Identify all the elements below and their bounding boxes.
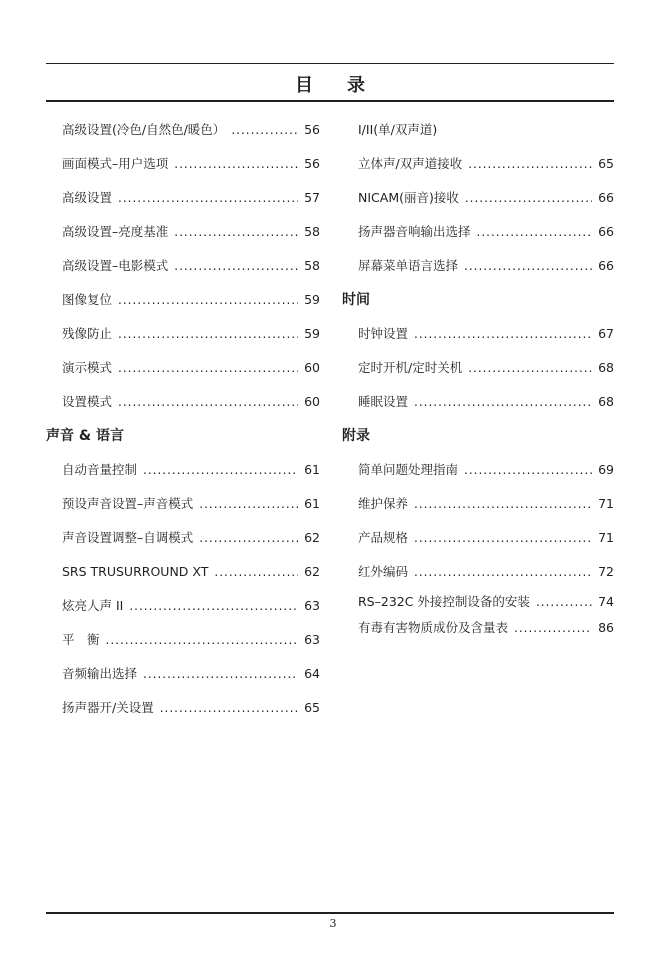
leader-dots [199, 521, 298, 555]
toc-entry-label: I/II(单/双声道) [358, 122, 438, 137]
leader-dots [174, 147, 298, 181]
title-char-2: 录 [347, 75, 365, 96]
toc-entry-label: 音频输出选择 [62, 666, 138, 681]
toc-entry-label: 残像防止 [62, 326, 113, 341]
toc-entry-page: 71 [598, 496, 614, 511]
toc-entry[interactable] [342, 181, 614, 215]
toc-entry-page: 58 [304, 224, 320, 239]
toc-entry[interactable] [342, 317, 614, 351]
leader-dots [129, 589, 298, 623]
toc-entry-label: 睡眠设置 [358, 394, 409, 409]
toc-entry-page: 65 [304, 700, 320, 715]
toc-entry-label: 简单问题处理指南 [358, 462, 459, 477]
toc-entry-label: 时钟设置 [358, 326, 409, 341]
page-title [46, 70, 614, 98]
toc-entry-page: 62 [304, 530, 320, 545]
toc-entry-page: 69 [598, 462, 614, 477]
toc-entry[interactable] [46, 691, 320, 725]
leader-dots [468, 147, 592, 181]
toc-entry-page: 68 [598, 360, 614, 375]
toc-entry[interactable] [46, 147, 320, 181]
toc-entry-page: 56 [304, 122, 320, 137]
leader-dots [414, 385, 592, 419]
toc-entry-label: 炫亮人声 II [62, 598, 124, 613]
toc-entry-page: 63 [304, 598, 320, 613]
toc-entry-label: 图像复位 [62, 292, 113, 307]
toc-entry-label: 扬声器开/关设置 [62, 700, 154, 715]
title-underline [46, 100, 614, 102]
toc-entry-page: 64 [304, 666, 320, 681]
toc-entry-label: 预设声音设置–声音模式 [62, 496, 194, 511]
toc-entry[interactable] [46, 113, 320, 147]
leader-dots [118, 317, 298, 351]
toc-entry-label: 产品规格 [358, 530, 409, 545]
leader-dots [468, 351, 592, 385]
leader-dots [464, 249, 592, 283]
leader-dots [118, 351, 298, 385]
toc-entry[interactable] [46, 487, 320, 521]
toc-entry-label: 高级设置–亮度基准 [62, 224, 169, 239]
toc-entry-label: SRS TRUSURROUND XT [62, 564, 209, 579]
toc-entry[interactable] [342, 521, 614, 555]
leader-dots [231, 113, 298, 147]
leader-dots [143, 657, 298, 691]
toc-entry-label: RS–232C 外接控制设备的安装 [358, 594, 530, 609]
toc-entry-page: 66 [598, 190, 614, 205]
toc-entry[interactable] [342, 147, 614, 181]
toc-entry[interactable] [342, 113, 614, 147]
leader-dots [536, 589, 592, 615]
toc-entry[interactable] [46, 623, 320, 657]
toc-entry-label: 立体声/双声道接收 [358, 156, 463, 171]
toc-entry[interactable] [342, 615, 614, 641]
leader-dots [414, 487, 592, 521]
toc-entry[interactable] [342, 215, 614, 249]
leader-dots [414, 555, 592, 589]
toc-entry-page: 59 [304, 326, 320, 341]
toc-entry-page: 61 [304, 462, 320, 477]
toc-entry[interactable] [46, 249, 320, 283]
toc-entry-label: 高级设置(冷色/自然色/暖色） [62, 122, 226, 137]
toc-entry-page: 86 [598, 620, 614, 635]
toc-entry[interactable] [342, 555, 614, 589]
toc-entry-page: 71 [598, 530, 614, 545]
toc-entry-page: 61 [304, 496, 320, 511]
toc-entry-label: 维护保养 [358, 496, 409, 511]
leader-dots [160, 691, 298, 725]
toc-entry-page: 58 [304, 258, 320, 273]
toc-entry-label: 自动音量控制 [62, 462, 138, 477]
leader-dots [477, 215, 592, 249]
toc-entry-label: 画面模式–用户选项 [62, 156, 169, 171]
toc-entry-page: 59 [304, 292, 320, 307]
toc-entry[interactable] [342, 589, 614, 615]
leader-dots [414, 317, 592, 351]
toc-left-column [46, 113, 320, 725]
toc-entry[interactable] [46, 283, 320, 317]
toc-entry-page: 67 [598, 326, 614, 341]
toc-entry-label: 屏幕菜单语言选择 [358, 258, 459, 273]
toc-entry[interactable] [46, 351, 320, 385]
toc-entry-page: 60 [304, 394, 320, 409]
leader-dots [118, 181, 298, 215]
toc-entry-label: 红外编码 [358, 564, 409, 579]
toc-entry-label: 高级设置–电影模式 [62, 258, 169, 273]
toc-entry-page: 66 [598, 258, 614, 273]
toc-entry-page: 74 [598, 594, 614, 609]
toc-entry-page: 68 [598, 394, 614, 409]
leader-dots [514, 615, 592, 641]
toc-entry-page: 60 [304, 360, 320, 375]
toc-entry-label: 声音设置调整–自调模式 [62, 530, 194, 545]
toc-entry[interactable] [46, 555, 320, 589]
toc-entry-page: 56 [304, 156, 320, 171]
toc-entry[interactable] [46, 453, 320, 487]
section-heading-time: 时间 [342, 292, 370, 308]
toc-entry-label: 平 衡 [62, 632, 100, 647]
toc-entry-label: 有毒有害物质成份及含量表 [358, 620, 509, 635]
toc-entry-label: 设置模式 [62, 394, 113, 409]
leader-dots [118, 283, 298, 317]
toc-entry-label: 高级设置 [62, 190, 113, 205]
toc-entry-page: 65 [598, 156, 614, 171]
leader-dots [199, 487, 298, 521]
toc-entry[interactable] [342, 351, 614, 385]
toc-entry-page: 63 [304, 632, 320, 647]
toc-entry-label: 定时开机/定时关机 [358, 360, 463, 375]
toc-entry[interactable] [342, 453, 614, 487]
toc-entry-page: 72 [598, 564, 614, 579]
footer-rule [46, 912, 614, 914]
title-char-1: 目 [295, 75, 313, 96]
page-number: 3 [329, 917, 337, 930]
leader-dots [106, 623, 298, 657]
toc-entry[interactable] [46, 521, 320, 555]
toc-entry[interactable] [46, 589, 320, 623]
leader-dots [118, 385, 298, 419]
leader-dots [214, 555, 298, 589]
toc-entry[interactable] [342, 487, 614, 521]
section-heading-appendix: 附录 [342, 428, 370, 444]
top-rule [46, 63, 614, 64]
toc-entry[interactable] [46, 657, 320, 691]
toc-right-column [342, 113, 614, 641]
toc-entry[interactable] [342, 249, 614, 283]
leader-dots [465, 181, 592, 215]
section-heading-sound-language: 声音 & 语言 [46, 428, 124, 444]
leader-dots [464, 453, 592, 487]
toc-entry[interactable] [46, 317, 320, 351]
toc-entry-label: 演示模式 [62, 360, 113, 375]
leader-dots [174, 215, 298, 249]
toc-entry[interactable] [46, 181, 320, 215]
toc-entry[interactable] [46, 215, 320, 249]
toc-entry-label: NICAM(丽音)接收 [358, 190, 459, 205]
toc-entry-page: 66 [598, 224, 614, 239]
toc-entry-page: 57 [304, 190, 320, 205]
toc-entry[interactable] [342, 385, 614, 419]
leader-dots [174, 249, 298, 283]
toc-entry-label: 扬声器音响输出选择 [358, 224, 471, 239]
leader-dots [143, 453, 298, 487]
toc-entry[interactable] [46, 385, 320, 419]
leader-dots [414, 521, 592, 555]
toc-entry-page: 62 [304, 564, 320, 579]
